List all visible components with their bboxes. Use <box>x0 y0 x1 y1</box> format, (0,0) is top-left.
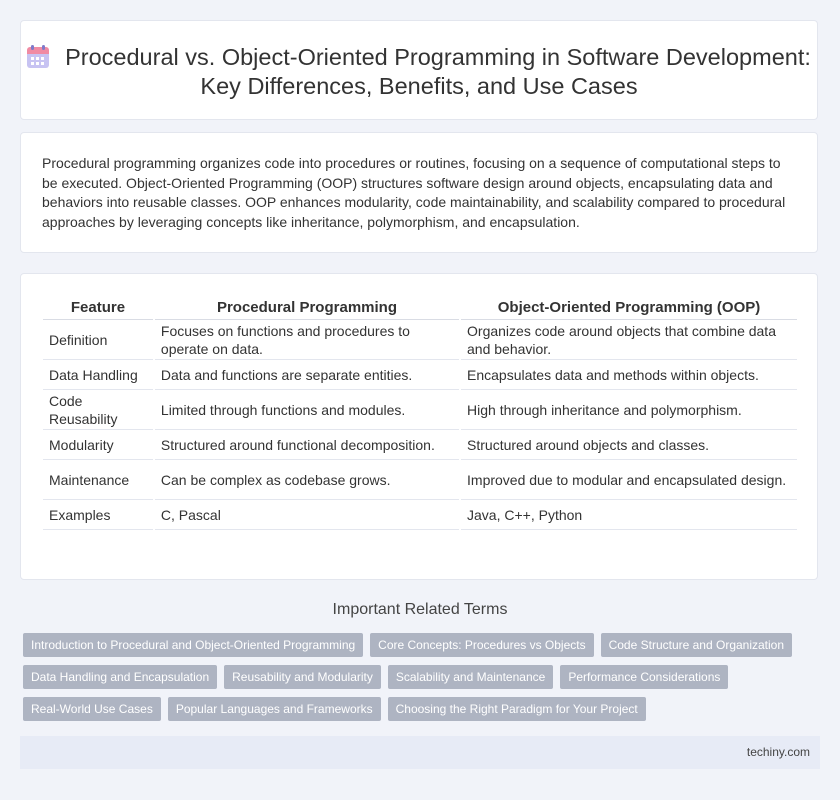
column-header: Procedural Programming <box>155 295 459 320</box>
column-header: Feature <box>43 295 153 320</box>
intro-paragraph: Procedural programming organizes code into procedures or routines, focusing on a sequence of computational steps to be executed. Object-Oriented Programming (OOP) structures software design around objects, encapsulating data and behaviors into reusable classes. OOP enhances modularity, code maintainability, and scalability compared to procedural approaches by leveraging concepts like inheritance, polymorphism, and encapsulation. <box>42 155 786 230</box>
table-cell: Data Handling <box>43 360 153 390</box>
related-term-tag[interactable]: Reusability and Modularity <box>224 665 381 689</box>
page-title-text: Procedural vs. Object-Oriented Programming in Software Development: Key Differences, Benefits, and Use Cases <box>65 44 811 99</box>
table-cell: Focuses on functions and procedures to operate on data. <box>155 320 459 360</box>
related-term-tag[interactable]: Performance Considerations <box>560 665 728 689</box>
calendar-icon <box>27 46 49 68</box>
related-term-tag[interactable]: Introduction to Procedural and Object-Oriented Programming <box>23 633 363 657</box>
page-title <box>21 43 817 101</box>
table-cell: C, Pascal <box>155 500 459 530</box>
table-cell: Organizes code around objects that combine data and behavior. <box>461 320 797 360</box>
table-cell: Java, C++, Python <box>461 500 797 530</box>
table-cell: Data and functions are separate entities. <box>155 360 459 390</box>
table-cell: Maintenance <box>43 460 153 500</box>
related-term-tag[interactable]: Data Handling and Encapsulation <box>23 665 217 689</box>
intro-card <box>20 132 818 253</box>
table-row <box>43 360 797 390</box>
footer <box>20 736 820 769</box>
related-term-tag[interactable]: Popular Languages and Frameworks <box>168 697 381 721</box>
table-cell: Examples <box>43 500 153 530</box>
table-row <box>43 460 797 500</box>
table-cell: Improved due to modular and encapsulated design. <box>461 460 797 500</box>
table-row <box>43 430 797 460</box>
table-header-row <box>43 295 797 320</box>
related-term-tag[interactable]: Scalability and Maintenance <box>388 665 553 689</box>
related-terms-heading: Important Related Terms <box>332 601 508 618</box>
related-term-tag[interactable]: Code Structure and Organization <box>601 633 792 657</box>
related-term-tag[interactable]: Real-World Use Cases <box>23 697 161 721</box>
site-name[interactable]: techiny.com <box>746 745 810 759</box>
table-row <box>43 500 797 530</box>
column-header: Object-Oriented Programming (OOP) <box>461 295 797 320</box>
table-cell: Structured around objects and classes. <box>461 430 797 460</box>
table-cell: Code Reusability <box>43 390 153 430</box>
table-cell: High through inheritance and polymorphism. <box>461 390 797 430</box>
title-card <box>20 20 818 120</box>
table-cell: Modularity <box>43 430 153 460</box>
table-cell: Can be complex as codebase grows. <box>155 460 459 500</box>
table-row <box>43 390 797 430</box>
comparison-table <box>41 295 799 530</box>
table-cell: Definition <box>43 320 153 360</box>
table-cell: Limited through functions and modules. <box>155 390 459 430</box>
related-term-tag[interactable]: Choosing the Right Paradigm for Your Project <box>388 697 646 721</box>
table-row <box>43 320 797 360</box>
comparison-card <box>20 273 818 580</box>
table-cell: Structured around functional decomposition. <box>155 430 459 460</box>
related-term-tag[interactable]: Core Concepts: Procedures vs Objects <box>370 633 593 657</box>
related-terms-tags <box>23 633 813 729</box>
table-cell: Encapsulates data and methods within objects. <box>461 360 797 390</box>
